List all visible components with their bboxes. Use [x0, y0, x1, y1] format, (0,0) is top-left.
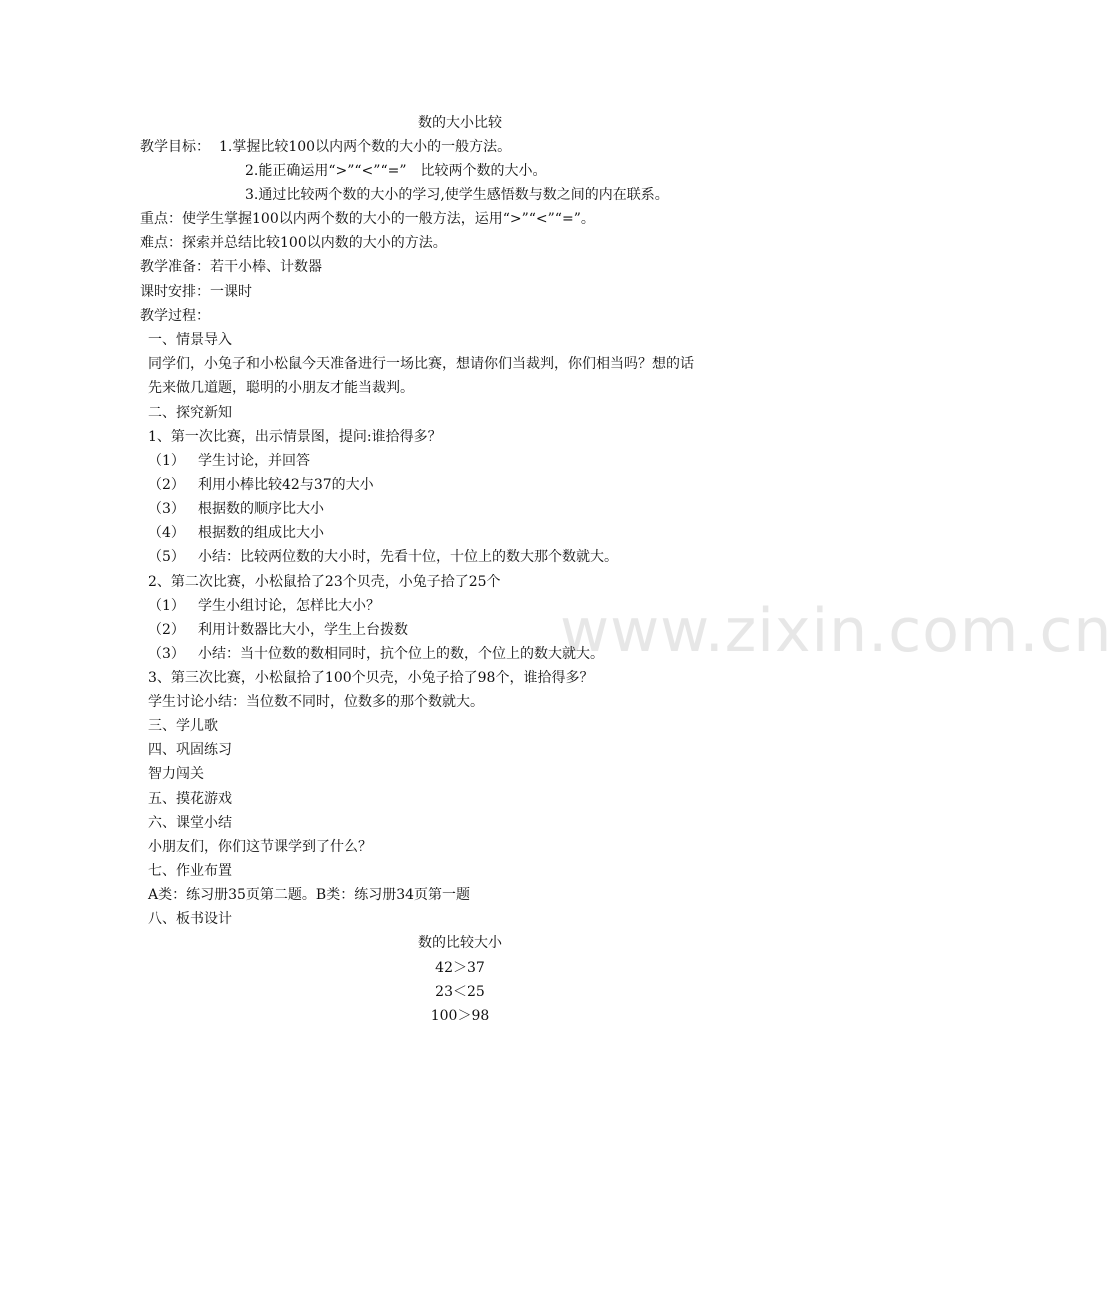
- preparation: 教学准备：若干小棒、计数器: [140, 259, 322, 275]
- paragraph: 学生讨论小结：当位数不同时，位数多的那个数就大。: [148, 694, 484, 710]
- paragraph: 小朋友们，你们这节课学到了什么？: [148, 839, 372, 855]
- subsection-heading: 2、第二次比赛，小松鼠拾了23个贝壳，小兔子拾了25个: [148, 574, 501, 590]
- key-point: 重点：使学生掌握100以内两个数的大小的一般方法，运用“>”“<”“=”。: [140, 211, 595, 227]
- paragraph: 先来做几道题，聪明的小朋友才能当裁判。: [148, 380, 414, 396]
- board-line: 23＜25: [435, 984, 485, 1000]
- subsection-heading: 3、第三次比赛，小松鼠拾了100个贝壳，小兔子拾了98个，谁拾得多？: [148, 670, 594, 686]
- objective-3: 3.通过比较两个数的大小的学习,使学生感悟数与数之间的内在联系。: [245, 187, 669, 203]
- paragraph: 同学们，小兔子和小松鼠今天准备进行一场比赛，想请你们当裁判，你们相当吗？想的话: [148, 356, 694, 372]
- list-number: （5）: [148, 549, 185, 565]
- section-heading: 六、课堂小结: [148, 815, 232, 831]
- list-item: [148, 547, 618, 567]
- board-line: 100＞98: [430, 1008, 490, 1024]
- list-text: 利用计数器比大小，学生上台拨数: [198, 622, 408, 638]
- section-heading: 一、情景导入: [148, 332, 232, 348]
- list-item: [148, 499, 324, 519]
- section-heading: 二、探究新知: [148, 405, 232, 421]
- board-line: 42＞37: [435, 960, 485, 976]
- list-number: （2）: [148, 622, 185, 638]
- objective-2: 2.能正确运用“>”“<”“=” 比较两个数的大小。: [245, 163, 547, 179]
- list-number: （3）: [148, 501, 185, 517]
- process-label: 教学过程：: [140, 308, 210, 324]
- list-text: 学生小组讨论，怎样比大小？: [198, 598, 380, 614]
- list-text: 根据数的顺序比大小: [198, 501, 324, 517]
- doc-title: 数的大小比较: [418, 115, 502, 131]
- objective-1: 1.掌握比较100以内两个数的大小的一般方法。: [219, 139, 512, 155]
- objectives-label: 教学目标：: [140, 139, 210, 155]
- list-text: 小结：当十位数的数相同时，抗个位上的数，个位上的数大就大。: [198, 646, 604, 662]
- schedule: 课时安排：一课时: [140, 284, 252, 300]
- list-number: （3）: [148, 646, 185, 662]
- list-item: [148, 475, 374, 495]
- difficulty: 难点：探索并总结比较100以内数的大小的方法。: [140, 235, 447, 251]
- list-item: [148, 620, 408, 640]
- list-text: 小结：比较两位数的大小时，先看十位，十位上的数大那个数就大。: [198, 549, 618, 565]
- list-number: （4）: [148, 525, 185, 541]
- list-item: [148, 523, 324, 543]
- paragraph: 智力闯关: [148, 766, 204, 782]
- section-heading: 五、摸花游戏: [148, 791, 232, 807]
- section-heading: 七、作业布置: [148, 863, 232, 879]
- list-item: [148, 451, 310, 471]
- list-text: 学生讨论，并回答: [198, 453, 310, 469]
- section-heading: 四、巩固练习: [148, 742, 232, 758]
- list-number: （2）: [148, 477, 185, 493]
- board-title: 数的比较大小: [418, 935, 502, 951]
- paragraph: A类：练习册35页第二题。B类：练习册34页第一题: [148, 887, 471, 903]
- list-item: [148, 596, 380, 616]
- section-heading: 八、板书设计: [148, 911, 232, 927]
- subsection-heading: 1、第一次比赛，出示情景图，提问:谁拾得多？: [148, 429, 442, 445]
- list-number: （1）: [148, 453, 185, 469]
- list-text: 根据数的组成比大小: [198, 525, 324, 541]
- watermark: www.zixin.com.cn: [560, 596, 1112, 666]
- section-heading: 三、学儿歌: [148, 718, 218, 734]
- list-number: （1）: [148, 598, 185, 614]
- list-item: [148, 644, 604, 664]
- list-text: 利用小棒比较42与37的大小: [198, 477, 374, 493]
